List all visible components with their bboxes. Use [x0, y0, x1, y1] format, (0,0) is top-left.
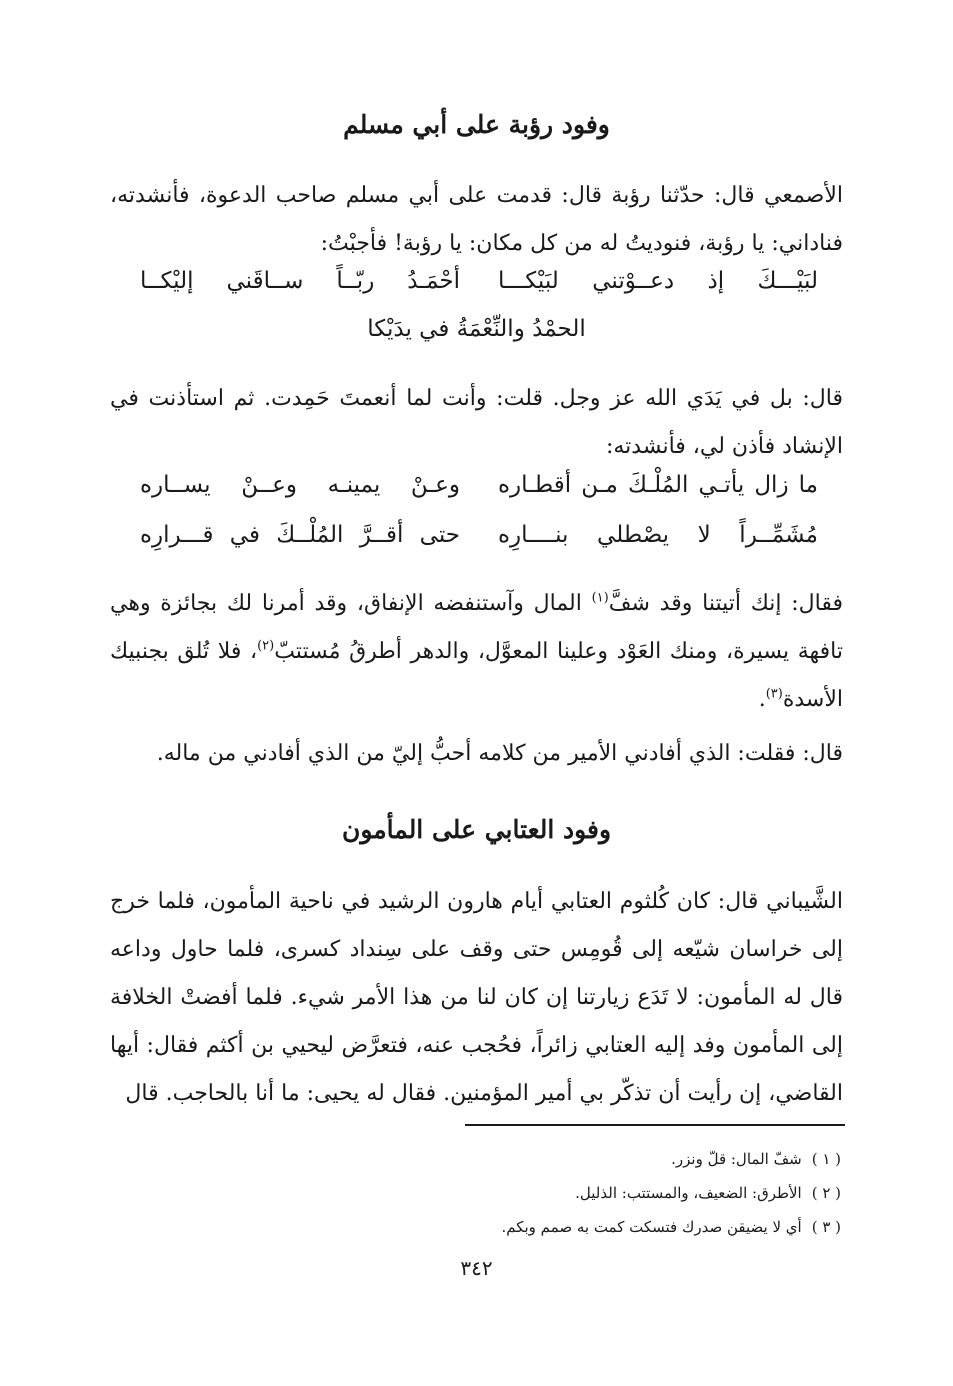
footnote-text: أي لا يضيقن صدرك فتسكت كمت به صمم وبكم. — [501, 1218, 802, 1236]
paragraph-shaybani: الشَّيباني قال: كان كُلثوم العتابي أيام هارون الرشيد في ناحية المأمون، فلما خرج إلى خراسان شيّعه إلى قُومِس حتى وقف على سِنداد كسرى، فلما حاول وداعه قال له المأمون: لا تَدَع زيارتنا إن كان لنا من هذا الأمر شيء. فلما أفضتْ الخلافة إلى المأمون وفد إليه العتابي زائراً، فحُجب عنه، فتعرَّض ليحيي بن أكثم فقال: أيها القاضي، إن رأيت أن تذكّر بي أمير المؤمنين. فقال له يحيى: ما أنا بالحاجب. قال — [110, 889, 843, 1106]
page-number: ٣٤٢ — [460, 1256, 493, 1280]
paragraph-text: . — [758, 687, 766, 712]
paragraph-reward — [110, 580, 843, 724]
verse-line-2: الحمْدُ والنِّعْمَةُ في يدَيْكا — [367, 316, 586, 342]
footnote-marker-2: (٢) — [257, 638, 275, 654]
section-title-ruba: وفود رؤبة على أبي مسلم — [343, 110, 610, 139]
paragraph-text: المال وآستنفضه الإنفاق، وقد أمرنا لك بجائزة وهي تافهة يسيرة، ومنك العَوْد وعلينا المعوَّل، والدهر أطرقُ مُستتبّ — [110, 591, 844, 664]
paragraph-reply: قال: فقلت: الذي أفادني الأمير من كلامه أحبُّ إليّ من الذي أفادني من ماله. — [156, 741, 843, 766]
footnotes — [110, 1142, 841, 1244]
verse-hemistich-right: لبَيْـــكَ إذ دعــوْتني لبَيْكـــا — [498, 268, 818, 294]
paragraph-asmai: الأصمعي قال: حدّثنا رؤبة قال: قدمت على أبي مسلم صاحب الدعوة، فأنشدته، فناداني: يا رؤبة، فنوديتُ له من كل مكان: يا رؤبة! فأجبْتُ: — [110, 183, 843, 256]
verse-hemistich-right: ما زال يأتـي المُلْـكَ مـن أقطـاره — [498, 472, 818, 498]
paragraph-text: ، فلا تُلق بجنبيك الأسدة — [110, 639, 843, 712]
footnote-separator — [465, 1124, 845, 1126]
footnote-marker-3: (٣) — [765, 686, 783, 702]
footnote-number: ( ٣ ) — [811, 1218, 841, 1236]
verse-hemistich-left: أحْمَـدُ ربّــاً ســاقَني إليْكــا — [140, 268, 460, 294]
footnote-text: الأطرق: الضعيف، والمستتب: الذليل. — [575, 1184, 802, 1202]
verse-line-1 — [140, 268, 818, 312]
footnote-2 — [110, 1176, 841, 1210]
verse-line-3 — [140, 472, 818, 516]
footnote-number: ( ١ ) — [811, 1150, 841, 1168]
verse-hemistich-left: وعـنْ يمينـه وعــنْ يســاره — [140, 472, 460, 498]
footnote-number: ( ٢ ) — [811, 1184, 841, 1202]
footnote-1 — [110, 1142, 841, 1176]
footnote-text: شفّ المال: قلّ ونزر. — [671, 1150, 802, 1168]
footnote-marker-1: (١) — [591, 590, 609, 606]
verse-hemistich-right: مُشَمِّــراً لا يصْطلي بنــــارِه — [498, 522, 818, 548]
paragraph-text: فقال: إنك أتيتنا وقد شفَّ — [608, 591, 843, 616]
section-title-attabi: وفود العتابي على المأمون — [341, 815, 612, 844]
paragraph-istadhan: قال: بل في يَدَي الله عز وجل. قلت: وأنت لما أنعمتَ حَمِدت. ثم استأذنت في الإنشاد فأذن لي، فأنشدته: — [110, 386, 843, 459]
verse-line-4 — [140, 522, 818, 566]
footnote-3 — [110, 1210, 841, 1244]
verse-hemistich-left: حتى أقــرَّ المُلْــكَ في قـــرارِه — [140, 522, 460, 548]
